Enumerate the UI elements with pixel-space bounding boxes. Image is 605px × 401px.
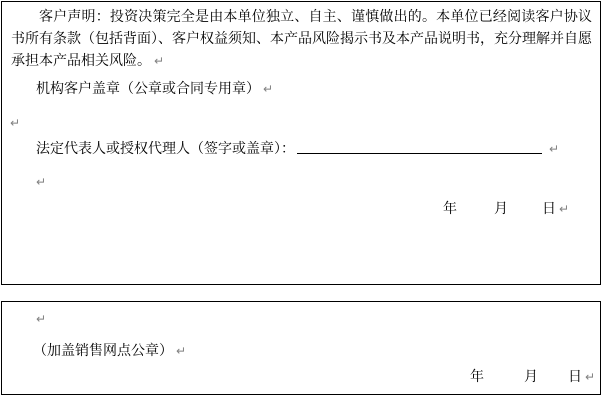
paragraph-mark-icon: ↵ [176, 344, 187, 358]
year-label: 年 [443, 201, 457, 217]
paragraph-mark-icon: ↵ [263, 82, 274, 96]
paragraph-mark-icon: ↵ [549, 142, 560, 156]
day-label: 日 [542, 201, 556, 217]
sales-outlet-seal-box [1, 301, 601, 395]
date-line [443, 198, 569, 220]
day-label: 日 [568, 369, 582, 385]
institution-seal-label: 机构客户盖章（公章或合同专用章） [36, 81, 260, 97]
representative-signature-line [36, 138, 559, 160]
paragraph-mark-icon: ↵ [154, 54, 165, 68]
empty-paragraph [10, 112, 20, 134]
paragraph-mark-icon: ↵ [559, 202, 570, 216]
date-line [470, 366, 595, 388]
paragraph-mark-icon: ↵ [36, 312, 47, 326]
year-label: 年 [470, 369, 484, 385]
declaration-text: 客户声明：投资决策完全是由本单位独立、自主、谨慎做出的。本单位已经阅读客户协议书所有条款（包括背面）、客户权益须知、本产品风险揭示书及本产品说明书，充分理解并自愿承担本产品相关风险。 [11, 9, 592, 69]
outlet-seal-label: （加盖销售网点公章） [33, 343, 173, 359]
institution-seal-line [36, 78, 273, 100]
signature-blank-field[interactable] [297, 139, 542, 154]
empty-paragraph [36, 308, 46, 330]
empty-paragraph [36, 171, 46, 193]
paragraph-mark-icon: ↵ [36, 175, 47, 189]
declaration-paragraph [11, 6, 592, 72]
paragraph-mark-icon: ↵ [585, 370, 596, 384]
outlet-seal-line [33, 340, 186, 362]
representative-label: 法定代表人或授权代理人（签字或盖章）： [36, 141, 295, 157]
customer-declaration-box [1, 1, 601, 285]
paragraph-mark-icon: ↵ [10, 116, 21, 130]
month-label: 月 [494, 201, 508, 217]
month-label: 月 [524, 369, 538, 385]
